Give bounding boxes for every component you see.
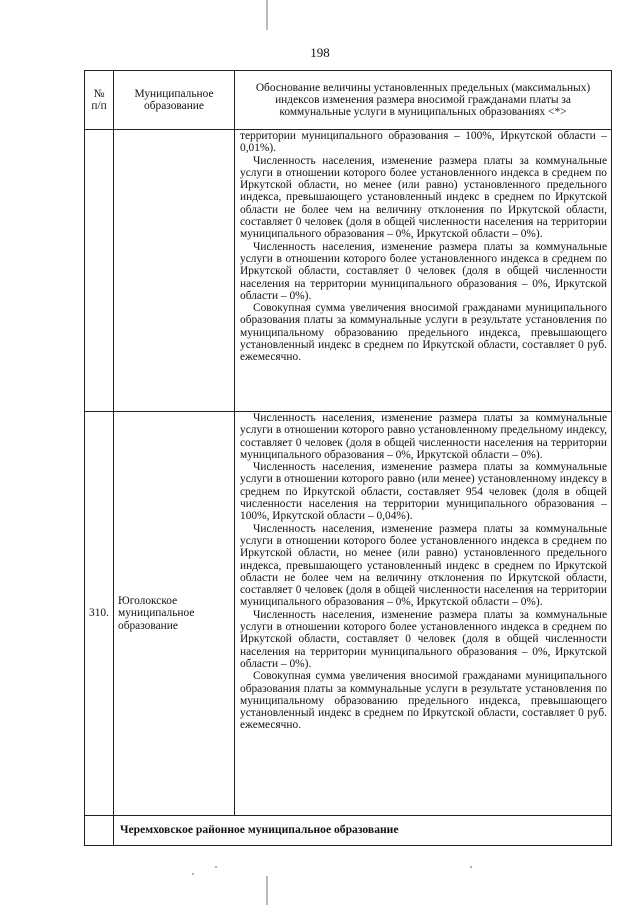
- table-row-310: [85, 412, 612, 816]
- table-header-row: [85, 71, 612, 130]
- header-municipality: Муниципальное образование: [114, 71, 235, 130]
- scan-artifact-dot: [215, 866, 217, 868]
- row-309-paragraph: Численность населения, изменение размера платы за коммунальные услуги в отношении которого более установленного индекса в среднем по Иркутской области, составляет 0 человек (доля в общей численности населения на территории муниципального образования – 0%, Иркутской области – 0%).: [240, 240, 607, 302]
- row-310-paragraph: Численность населения, изменение размера платы за коммунальные услуги в отношении которого равно установленному предельному индексу, составляет 0 человек (доля в общей численности населения на территории муниципального образования – 0%, Иркутской области – 0%).: [240, 412, 607, 461]
- row-309-number: [85, 130, 114, 412]
- header-num: № п/п: [85, 71, 114, 130]
- table-row-309: [85, 130, 612, 412]
- scan-artifact-dot: [470, 866, 472, 868]
- page-number: 198: [310, 45, 330, 60]
- scan-artifact-line: [266, 876, 268, 905]
- row-310-municipality: Юголокское муниципальное образование: [114, 412, 235, 816]
- row-310-paragraph: Совокупная сумма увеличения вносимой гражданами муниципального образования платы за коммунальные услуги в результате установления по муниципальному образованию предельного индекса, превышающего установленный индекс в среднем по Иркутской области, составляет 0 руб. ежемесячно.: [240, 670, 607, 732]
- row-310-paragraph: Численность населения, изменение размера платы за коммунальные услуги в отношении которого более установленного индекса в среднем по Иркутской области, составляет 0 человек (доля в общей численности населения на территории муниципального образования – 0%, Иркутской области – 0%).: [240, 608, 607, 670]
- region-row-number: [85, 816, 114, 846]
- region-header-row: [85, 816, 612, 846]
- row-309-paragraph: Численность населения, изменение размера платы за коммунальные услуги в отношении которого более установленного индекса в среднем по Иркутской области, но менее (или равно) установленного предельного индекса, превышающего установленный индекс в среднем по Иркутской области не более чем на величину отклонения по Иркутской области, составляет 0 человек (доля в общей численности населения на территории муниципального образования – 0%, Иркутской области – 0%).: [240, 154, 607, 241]
- row-310-number: 310.: [85, 412, 114, 816]
- tariff-index-table: [84, 70, 612, 846]
- header-justification: Обоснование величины установленных предельных (максимальных) индексов изменения размера вносимой гражданами платы за коммунальные услуги в муниципальных образованиях <*>: [235, 71, 612, 130]
- row-310-paragraph: Численность населения, изменение размера платы за коммунальные услуги в отношении которого равно (или менее) установленному индексу в среднем по Иркутской области, составляет 954 человек (доля в общей численности населения на территории муниципального образования – 100%, Иркутской области – 0,04%).: [240, 461, 607, 523]
- row-309-justification: [235, 130, 612, 412]
- row-309-paragraph: территории муниципального образования – 100%, Иркутской области – 0,01%).: [240, 130, 607, 155]
- region-title: Черемховское районное муниципальное образование: [114, 816, 612, 846]
- scan-artifact-line: [266, 0, 268, 30]
- row-310-paragraph: Численность населения, изменение размера платы за коммунальные услуги в отношении которого более установленного индекса в среднем по Иркутской области, но менее (или равно) установленного предельного индекса, превышающего установленный индекс в среднем по Иркутской области не более чем на величину отклонения по Иркутской области, составляет 0 человек (доля в общей численности населения на территории муниципального образования – 0%, Иркутской области – 0%).: [240, 522, 607, 609]
- row-310-justification: [235, 412, 612, 816]
- row-309-municipality: [114, 130, 235, 412]
- row-309-paragraph: Совокупная сумма увеличения вносимой гражданами муниципального образования платы за коммунальные услуги в результате установления по муниципальному образованию предельного индекса, превышающего установленный индекс в среднем по Иркутской области, составляет 0 руб. ежемесячно.: [240, 302, 607, 364]
- scan-artifact-dot: [192, 873, 194, 875]
